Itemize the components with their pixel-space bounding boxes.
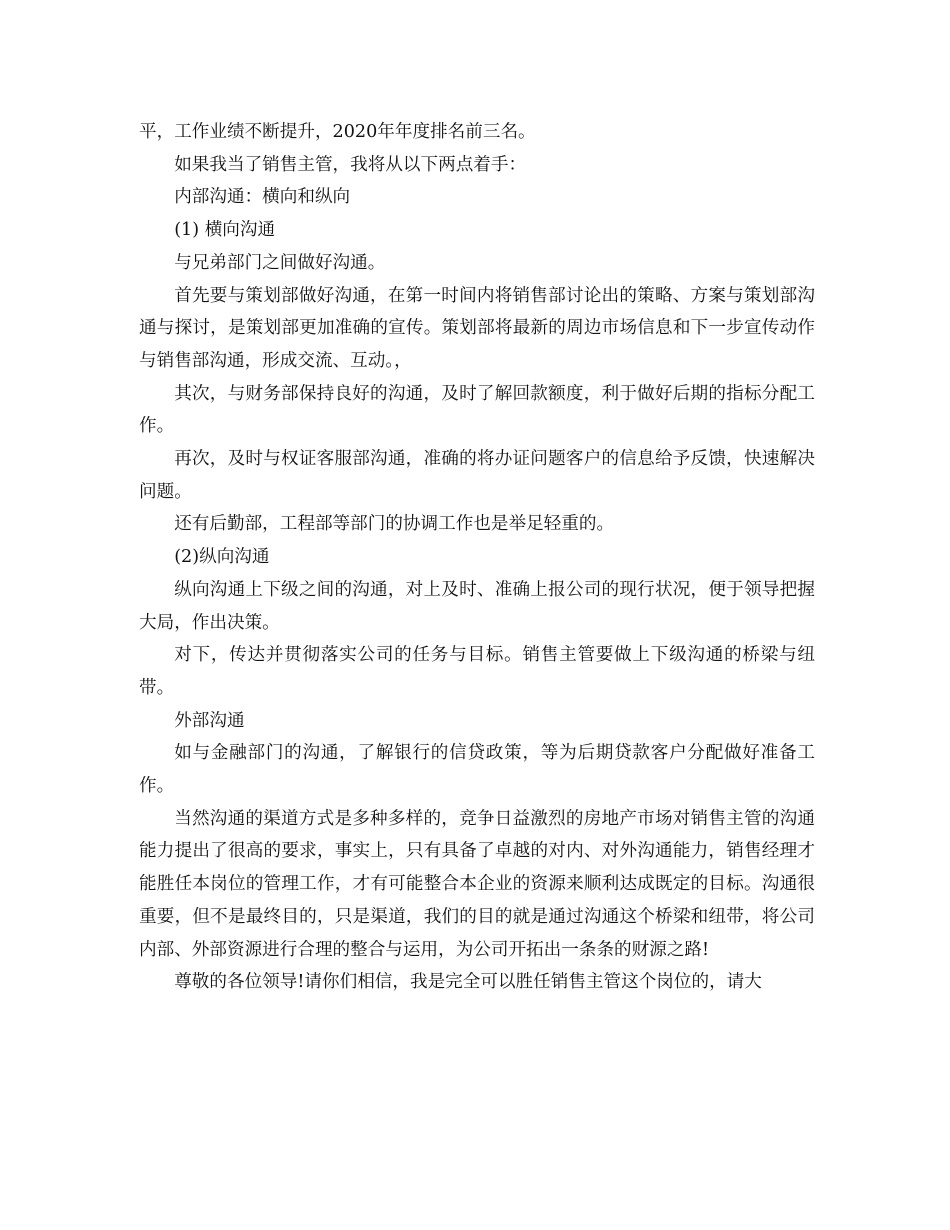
paragraph-7: 其次，与财务部保持良好的沟通，及时了解回款额度，利于做好后期的指标分配工作。 — [139, 383, 815, 437]
paragraph-11: 纵向沟通上下级之间的沟通，对上及时、准确上报公司的现行状况，便于领导把握大局，作出决策。 — [139, 579, 815, 633]
paragraph-8: 再次，及时与权证客服部沟通，准确的将办证问题客户的信息给予反馈，快速解决问题。 — [139, 449, 815, 502]
paragraph-1: 平，工作业绩不断提升，2020年年度排名前三名。 — [139, 122, 536, 142]
paragraph-5: 与兄弟部门之间做好沟通。 — [174, 252, 386, 273]
paragraph-2: 如果我当了销售主管，我将从以下两点着手： — [174, 154, 527, 175]
subsection-heading-horizontal: (1) 横向沟通 — [174, 220, 276, 241]
paragraph-16: 尊敬的各位领导!请你们相信，我是完全可以胜任销售主管这个岗位的，请大 — [174, 972, 762, 993]
document-body — [139, 116, 815, 999]
paragraph-14: 如与金融部门的沟通，了解银行的信贷政策，等为后期贷款客户分配做好准备工作。 — [139, 743, 815, 797]
section-heading-external: 外部沟通 — [174, 710, 245, 731]
paragraph-15: 当然沟通的渠道方式是多种多样的，竞争日益激烈的房地产市场对销售主管的沟通能力提出了很高的要求，事实上，只有具备了卓越的对内、对外沟通能力，销售经理才能胜任本岗位的管理工作，才有可能整合本企业的资源来顺利达成既定的目标。沟通很重要，但不是最终目的，只是渠道，我们的目的就是通过沟通这个桥梁和纽带，将公司内部、外部资源进行合理的整合与运用，为公司开拓出一条条的财源之路! — [139, 808, 815, 960]
paragraph-6: 首先要与策划部做好沟通，在第一时间内将销售部讨论出的策略、方案与策划部沟通与探讨，是策划部更加准确的宣传。策划部将最新的周边市场信息和下一步宣传动作与销售部沟通，形成交流、互动。， — [139, 285, 815, 371]
subsection-heading-vertical: (2)纵向沟通 — [174, 547, 270, 568]
paragraph-9: 还有后勤部，工程部等部门的协调工作也是举足轻重的。 — [174, 514, 615, 535]
section-heading-internal: 内部沟通：横向和纵向 — [174, 187, 351, 208]
paragraph-12: 对下，传达并贯彻落实公司的任务与目标。销售主管要做上下级沟通的桥梁与纽带。 — [139, 645, 815, 698]
